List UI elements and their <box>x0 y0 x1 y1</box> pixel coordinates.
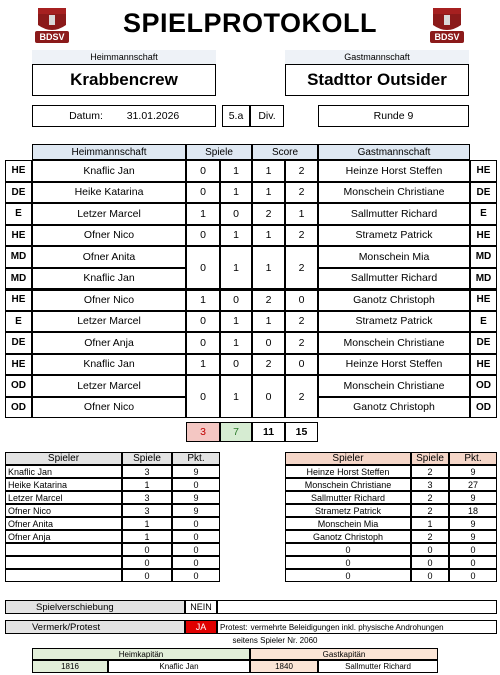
away-stats-games: 2 <box>411 504 449 517</box>
match-home-games: 0 <box>186 160 220 182</box>
match-home-player: Ofner Nico <box>32 289 186 311</box>
home-stats-games: 3 <box>122 465 172 478</box>
away-stats-points: 9 <box>449 465 497 478</box>
away-stats-player: Heinze Horst Steffen <box>285 465 411 478</box>
match-away-games: 1 <box>220 246 252 289</box>
home-stats-header-player: Spieler <box>5 452 122 465</box>
away-stats-points: 9 <box>449 530 497 543</box>
home-stats-player <box>5 556 122 569</box>
match-home-code: HE <box>5 354 32 376</box>
match-away-games: 1 <box>220 182 252 204</box>
match-home-code: DE <box>5 182 32 204</box>
away-stats-games: 2 <box>411 491 449 504</box>
home-stats-player: Ofner Anja <box>5 530 122 543</box>
match-away-player: Sallmutter Richard <box>318 203 470 225</box>
home-stats-points: 0 <box>172 569 220 582</box>
match-home-player: Ofner Nico <box>32 397 186 419</box>
away-stats-player: 0 <box>285 556 411 569</box>
match-home-games: 0 <box>186 311 220 333</box>
away-stats-points: 0 <box>449 543 497 556</box>
match-home-games: 0 <box>186 332 220 354</box>
home-stats-games: 0 <box>122 556 172 569</box>
match-away-games: 1 <box>220 375 252 418</box>
match-home-player: Letzer Marcel <box>32 311 186 333</box>
match-away-score: 0 <box>285 354 318 376</box>
away-team-label: Gastmannschaft <box>285 50 469 64</box>
match-away-games: 0 <box>220 203 252 225</box>
match-home-code: MD <box>5 268 32 290</box>
protest-line-2: seitens Spieler Nr. 2060 <box>232 635 318 645</box>
home-stats-player <box>5 569 122 582</box>
match-away-score: 2 <box>285 375 318 418</box>
away-stats-points: 18 <box>449 504 497 517</box>
match-home-player: Letzer Marcel <box>32 203 186 225</box>
col-header-games: Spiele <box>186 144 252 160</box>
match-away-games: 0 <box>220 354 252 376</box>
match-home-games: 1 <box>186 354 220 376</box>
away-stats-player: Strametz Patrick <box>285 504 411 517</box>
home-stats-games: 0 <box>122 569 172 582</box>
home-stats-player: Letzer Marcel <box>5 491 122 504</box>
match-away-code: DE <box>470 332 497 354</box>
match-home-player: Ofner Anja <box>32 332 186 354</box>
match-home-score: 2 <box>252 354 285 376</box>
bdsv-logo-right <box>427 5 467 45</box>
home-stats-points: 0 <box>172 517 220 530</box>
match-away-player: Monschein Christiane <box>318 332 470 354</box>
postpone-label: Spielverschiebung <box>5 600 185 614</box>
match-away-code: MD <box>470 246 497 268</box>
match-away-code: HE <box>470 225 497 247</box>
away-stats-player: 0 <box>285 543 411 556</box>
away-captain-label: Gastkapitän <box>250 648 438 660</box>
away-stats-games: 2 <box>411 530 449 543</box>
away-stats-games: 0 <box>411 543 449 556</box>
match-home-player: Knaflic Jan <box>32 268 186 290</box>
match-home-code: OD <box>5 375 32 397</box>
total-away-games: 7 <box>220 422 252 442</box>
home-stats-player <box>5 543 122 556</box>
home-stats-player: Knaflic Jan <box>5 465 122 478</box>
match-away-code: E <box>470 311 497 333</box>
postpone-value: NEIN <box>185 600 217 614</box>
division-label: Div. <box>250 105 284 127</box>
match-home-score: 1 <box>252 246 285 289</box>
away-stats-player: 0 <box>285 569 411 582</box>
match-home-player: Letzer Marcel <box>32 375 186 397</box>
match-home-code: HE <box>5 225 32 247</box>
match-home-player: Heike Katarina <box>32 182 186 204</box>
home-stats-points: 0 <box>172 543 220 556</box>
match-away-code: HE <box>470 354 497 376</box>
match-away-player: Monschein Christiane <box>318 182 470 204</box>
away-stats-games: 2 <box>411 465 449 478</box>
protest-text-box <box>217 620 497 634</box>
note-label: Vermerk/Protest <box>5 620 185 634</box>
note-value: JA <box>185 620 217 634</box>
home-team-label: Heimmannschaft <box>32 50 216 64</box>
match-home-games: 0 <box>186 375 220 418</box>
away-stats-points: 9 <box>449 491 497 504</box>
match-home-games: 1 <box>186 203 220 225</box>
away-stats-games: 3 <box>411 478 449 491</box>
match-away-player: Strametz Patrick <box>318 311 470 333</box>
division-number: 5.a <box>222 105 250 127</box>
home-stats-games: 3 <box>122 491 172 504</box>
home-stats-player: Heike Katarina <box>5 478 122 491</box>
match-away-player: Strametz Patrick <box>318 225 470 247</box>
match-home-games: 0 <box>186 246 220 289</box>
match-home-score: 2 <box>252 203 285 225</box>
match-home-score: 1 <box>252 182 285 204</box>
match-away-code: HE <box>470 289 497 311</box>
match-home-code: E <box>5 203 32 225</box>
match-away-games: 1 <box>220 332 252 354</box>
match-home-player: Knaflic Jan <box>32 160 186 182</box>
match-away-player: Heinze Horst Steffen <box>318 354 470 376</box>
total-home-games: 3 <box>186 422 220 442</box>
away-stats-games: 0 <box>411 556 449 569</box>
col-header-home: Heimmannschaft <box>32 144 186 160</box>
match-home-score: 2 <box>252 289 285 311</box>
match-home-score: 1 <box>252 225 285 247</box>
bdsv-logo-text-right: BDSV <box>434 32 460 42</box>
home-stats-points: 9 <box>172 504 220 517</box>
total-away-score: 15 <box>285 422 318 442</box>
match-away-games: 1 <box>220 311 252 333</box>
match-away-code: MD <box>470 268 497 290</box>
bdsv-logo-left <box>32 5 72 45</box>
match-home-score: 0 <box>252 332 285 354</box>
match-away-games: 1 <box>220 160 252 182</box>
match-home-games: 0 <box>186 182 220 204</box>
home-stats-points: 0 <box>172 478 220 491</box>
round-box: Runde 9 <box>318 105 469 127</box>
match-away-games: 1 <box>220 225 252 247</box>
away-captain-nr: 1840 <box>250 660 318 673</box>
away-stats-header-player: Spieler <box>285 452 411 465</box>
match-home-score: 1 <box>252 311 285 333</box>
match-away-code: DE <box>470 182 497 204</box>
match-away-code: HE <box>470 160 497 182</box>
match-away-score: 0 <box>285 289 318 311</box>
match-away-score: 2 <box>285 246 318 289</box>
match-away-score: 2 <box>285 332 318 354</box>
home-stats-points: 9 <box>172 491 220 504</box>
match-home-code: OD <box>5 397 32 419</box>
away-stats-player: Sallmutter Richard <box>285 491 411 504</box>
home-stats-games: 1 <box>122 517 172 530</box>
page-title: SPIELPROTOKOLL <box>122 7 378 38</box>
col-header-away: Gastmannschaft <box>318 144 470 160</box>
home-captain-name: Knaflic Jan <box>108 660 250 673</box>
home-stats-points: 9 <box>172 465 220 478</box>
date-box <box>32 105 216 127</box>
away-stats-points: 0 <box>449 556 497 569</box>
match-away-player: Heinze Horst Steffen <box>318 160 470 182</box>
date-value: 31.01.2026 <box>126 110 180 122</box>
away-stats-player: Ganotz Christoph <box>285 530 411 543</box>
match-home-games: 0 <box>186 225 220 247</box>
match-away-score: 2 <box>285 160 318 182</box>
away-stats-player: Monschein Christiane <box>285 478 411 491</box>
match-away-score: 2 <box>285 225 318 247</box>
home-stats-games: 1 <box>122 530 172 543</box>
match-away-player: Ganotz Christoph <box>318 289 470 311</box>
home-stats-player: Ofner Nico <box>5 504 122 517</box>
match-away-games: 0 <box>220 289 252 311</box>
col-header-score: Score <box>252 144 318 160</box>
home-captain-label: Heimkapitän <box>32 648 250 660</box>
match-home-score: 1 <box>252 160 285 182</box>
match-away-player: Sallmutter Richard <box>318 268 470 290</box>
postpone-notes <box>217 600 497 614</box>
total-home-score: 11 <box>252 422 285 442</box>
match-home-player: Ofner Nico <box>32 225 186 247</box>
away-stats-games: 0 <box>411 569 449 582</box>
match-away-player: Ganotz Christoph <box>318 397 470 419</box>
away-stats-games: 1 <box>411 517 449 530</box>
match-home-code: DE <box>5 332 32 354</box>
away-stats-header-games: Spiele <box>411 452 449 465</box>
match-away-score: 1 <box>285 203 318 225</box>
home-stats-points: 0 <box>172 530 220 543</box>
away-stats-header-points: Pkt. <box>449 452 497 465</box>
match-away-code: E <box>470 203 497 225</box>
date-label: Datum: <box>69 110 103 122</box>
home-captain-nr: 1816 <box>32 660 108 673</box>
match-away-code: OD <box>470 375 497 397</box>
away-captain-name: Sallmutter Richard <box>318 660 438 673</box>
match-home-code: HE <box>5 160 32 182</box>
match-away-score: 2 <box>285 182 318 204</box>
match-away-player: Monschein Christiane <box>318 375 470 397</box>
away-team-name: Stadttor Outsider <box>285 64 469 96</box>
away-stats-points: 9 <box>449 517 497 530</box>
match-away-code: OD <box>470 397 497 419</box>
match-home-code: HE <box>5 289 32 311</box>
match-home-code: E <box>5 311 32 333</box>
bdsv-logo-text-left: BDSV <box>39 32 65 42</box>
home-stats-games: 3 <box>122 504 172 517</box>
protest-text: vermehrte Beleidigungen inkl. physische Androhungen <box>250 622 444 632</box>
match-away-player: Monschein Mia <box>318 246 470 268</box>
match-home-games: 1 <box>186 289 220 311</box>
away-stats-player: Monschein Mia <box>285 517 411 530</box>
home-stats-header-games: Spiele <box>122 452 172 465</box>
home-stats-header-points: Pkt. <box>172 452 220 465</box>
home-stats-player: Ofner Anita <box>5 517 122 530</box>
match-home-score: 0 <box>252 375 285 418</box>
home-stats-points: 0 <box>172 556 220 569</box>
away-stats-points: 27 <box>449 478 497 491</box>
home-stats-games: 1 <box>122 478 172 491</box>
match-home-player: Ofner Anita <box>32 246 186 268</box>
home-team-name: Krabbencrew <box>32 64 216 96</box>
match-away-score: 2 <box>285 311 318 333</box>
match-home-code: MD <box>5 246 32 268</box>
protest-prefix: Protest: <box>220 622 248 632</box>
home-stats-games: 0 <box>122 543 172 556</box>
away-stats-points: 0 <box>449 569 497 582</box>
match-home-player: Knaflic Jan <box>32 354 186 376</box>
